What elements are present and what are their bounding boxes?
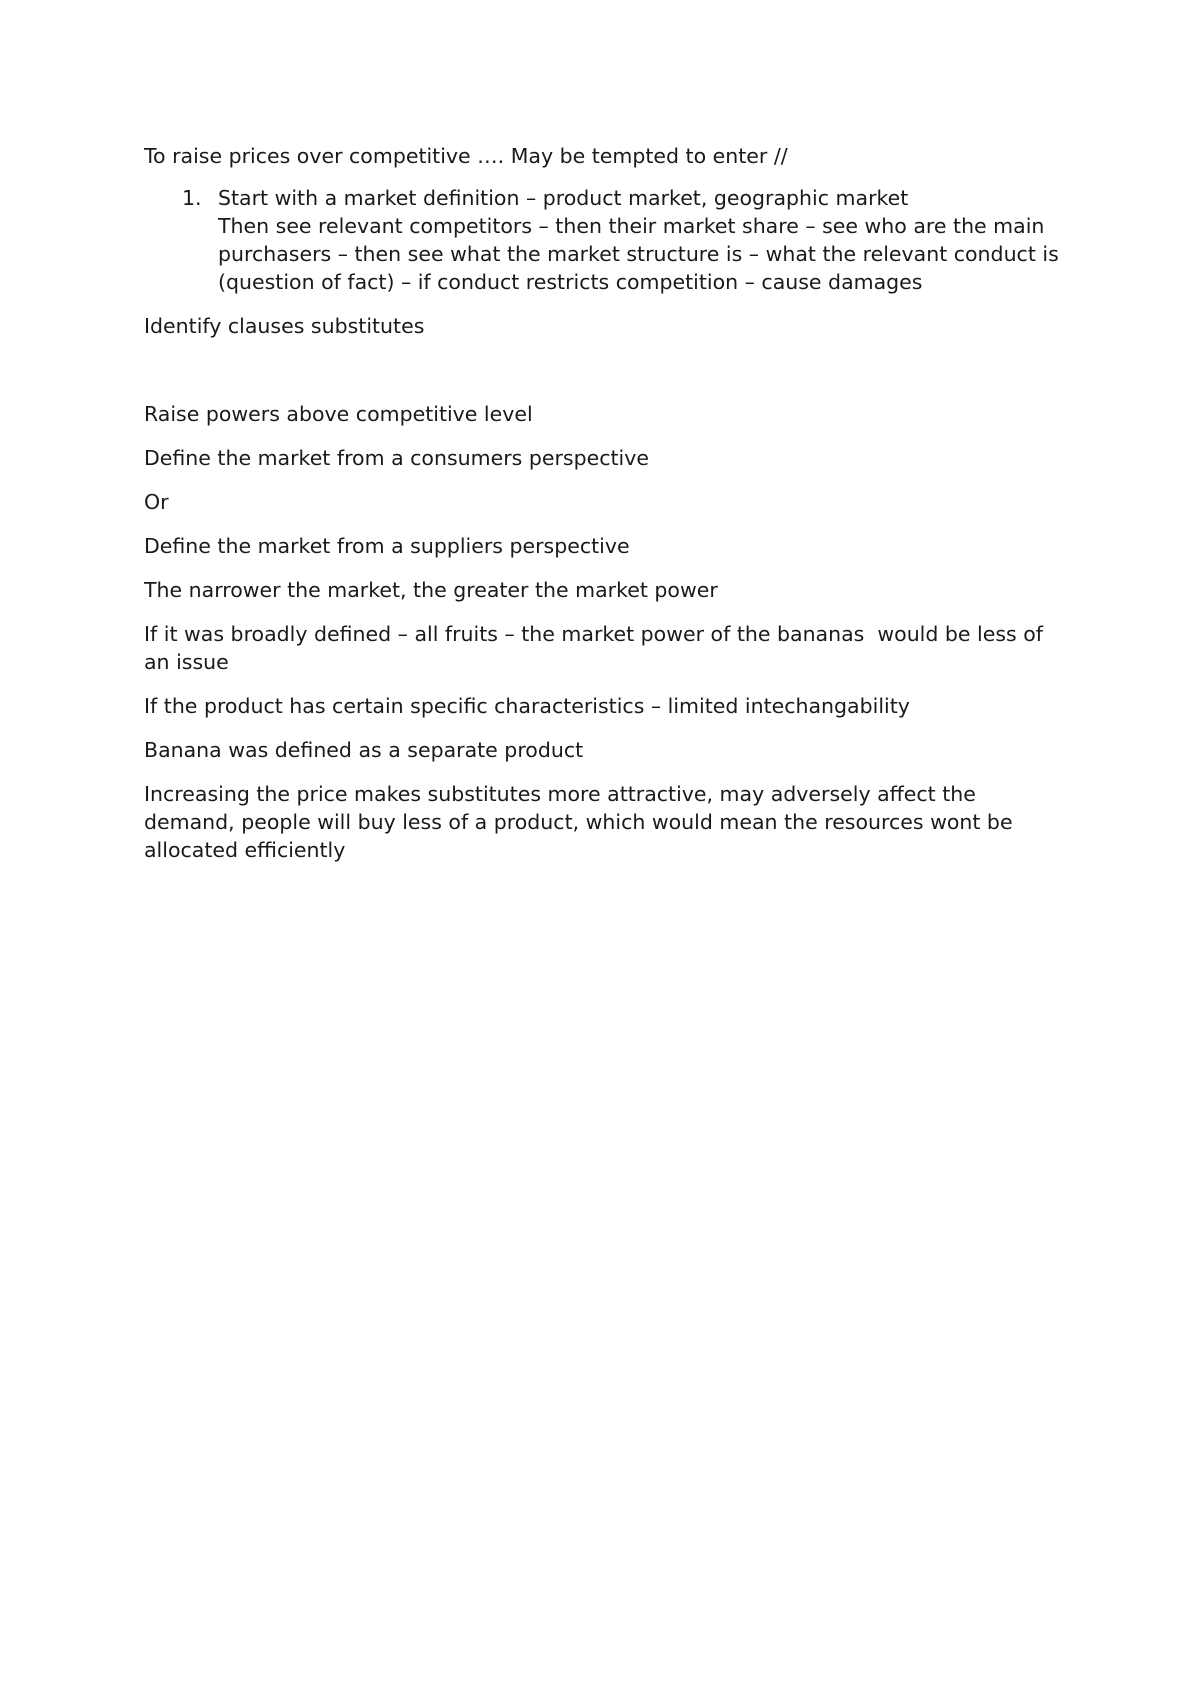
intro-paragraph: To raise prices over competitive …. May be tempted to enter // xyxy=(144,144,788,168)
paragraph: Raise powers above competitive level xyxy=(144,402,533,426)
paragraph: If the product has certain specific characteristics – limited intechangability xyxy=(144,694,910,718)
paragraph: The narrower the market, the greater the market power xyxy=(144,578,718,602)
list-item-line: Start with a market definition – product market, geographic market xyxy=(218,186,909,210)
paragraph: Or xyxy=(144,490,169,514)
paragraph: Increasing the price makes substitutes more attractive, may adversely affect the demand, people will buy less of a product, which would mean the resources wont be allocated efficiently xyxy=(144,782,1020,862)
numbered-list xyxy=(144,184,1064,296)
paragraph: Banana was defined as a separate product xyxy=(144,738,584,762)
paragraph: If it was broadly defined – all fruits – the market power of the bananas would be less of an issue xyxy=(144,622,1050,674)
paragraph: Define the market from a suppliers perspective xyxy=(144,534,630,558)
document-body xyxy=(144,142,1064,880)
identify-paragraph: Identify clauses substitutes xyxy=(144,314,425,338)
blank-line xyxy=(144,356,1064,400)
paragraph: Define the market from a consumers perspective xyxy=(144,446,649,470)
list-marker: 1. xyxy=(182,186,202,210)
list-item-line: Then see relevant competitors – then their market share – see who are the main purchasers – then see what the market structure is – what the relevant conduct is (question of fact) – if conduct restricts competition – cause damages xyxy=(218,214,1059,294)
list-item xyxy=(144,184,1064,296)
